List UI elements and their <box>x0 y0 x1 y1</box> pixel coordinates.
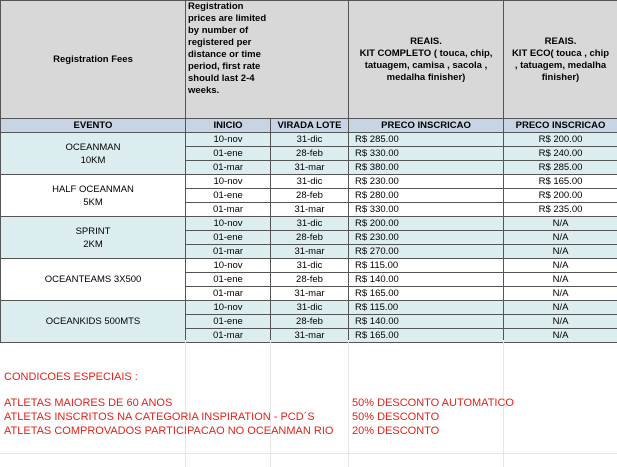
price-eco-cell: N/A <box>504 329 617 343</box>
start-date-cell: 10-nov <box>186 259 271 273</box>
condition-label: ATLETAS INSCRITOS NA CATEGORIA INSPIRATION - PCD´S <box>4 411 315 423</box>
lot-change-date-cell: 31-mar <box>271 161 349 175</box>
price-complete-cell: R$ 165.00 <box>349 329 504 343</box>
start-date-cell: 01-mar <box>186 161 271 175</box>
kit-complete-header <box>349 1 504 119</box>
table-row <box>1 175 617 189</box>
event-name-line: 10KM <box>80 154 106 166</box>
event-name-line: OCEANMAN <box>65 141 121 153</box>
event-name-line: OCEANTEAMS 3X500 <box>44 274 142 285</box>
column-header-virada: VIRADA LOTE <box>271 119 349 133</box>
start-date-cell: 01-mar <box>186 245 271 259</box>
event-name-line: 2KM <box>83 238 103 250</box>
price-eco-cell: R$ 200.00 <box>504 133 617 147</box>
lot-change-date-cell: 31-dic <box>271 301 349 315</box>
price-eco-cell: N/A <box>504 259 617 273</box>
price-eco-cell: R$ 240.00 <box>504 147 617 161</box>
start-date-cell: 10-nov <box>186 217 271 231</box>
price-eco-cell: N/A <box>504 315 617 329</box>
event-name-cell <box>1 301 186 343</box>
kit-complete-line: REAIS. <box>410 35 442 47</box>
kit-complete-line: KIT COMPLETO ( touca, chip, <box>359 47 493 59</box>
price-complete-cell: R$ 115.00 <box>349 259 504 273</box>
price-eco-cell: N/A <box>504 273 617 287</box>
lot-change-date-cell: 28-feb <box>271 231 349 245</box>
kit-eco-line: , tatuagem, medalha <box>514 59 607 71</box>
start-date-cell: 01-ene <box>186 273 271 287</box>
event-name-line: 5KM <box>83 196 103 208</box>
start-date-cell: 10-nov <box>186 133 271 147</box>
lot-change-date-cell: 31-mar <box>271 329 349 343</box>
price-eco-cell: N/A <box>504 287 617 301</box>
kit-complete-line: medalha finisher) <box>386 71 466 83</box>
kit-eco-header <box>504 1 617 119</box>
price-eco-cell: N/A <box>504 231 617 245</box>
price-complete-cell: R$ 330.00 <box>349 203 504 217</box>
condition-discount: 50% DESCONTO AUTOMATICO <box>352 397 514 409</box>
price-complete-cell: R$ 200.00 <box>349 217 504 231</box>
start-date-cell: 01-mar <box>186 329 271 343</box>
price-eco-cell: R$ 235.00 <box>504 203 617 217</box>
price-eco-cell: N/A <box>504 245 617 259</box>
lot-change-date-cell: 28-feb <box>271 147 349 161</box>
start-date-cell: 01-ene <box>186 147 271 161</box>
registration-note-text: Registration prices are limited by number of registered per distance or time period, first rate should last 2-4 weeks. <box>188 1 267 96</box>
lot-change-date-cell: 31-mar <box>271 245 349 259</box>
event-name-line: OCEANKIDS 500MTS <box>45 316 141 327</box>
price-complete-cell: R$ 165.00 <box>349 287 504 301</box>
price-complete-cell: R$ 280.00 <box>349 189 504 203</box>
price-eco-cell: R$ 285.00 <box>504 161 617 175</box>
column-header-row <box>1 119 617 133</box>
column-header-evento: EVENTO <box>1 119 186 133</box>
start-date-cell: 01-mar <box>186 203 271 217</box>
event-name-line: SPRINT <box>75 225 111 237</box>
start-date-cell: 10-nov <box>186 301 271 315</box>
column-header-preco-completo: PRECO INSCRICAO <box>349 119 504 133</box>
column-header-preco-eco: PRECO INSCRICAO <box>504 119 617 133</box>
lot-change-date-cell: 28-feb <box>271 273 349 287</box>
start-date-cell: 01-ene <box>186 189 271 203</box>
price-complete-cell: R$ 330.00 <box>349 147 504 161</box>
condition-discount: 50% DESCONTO <box>352 411 440 423</box>
kit-complete-line: tatuagem, camisa , sacola , <box>364 59 488 71</box>
start-date-cell: 01-ene <box>186 315 271 329</box>
lot-change-date-cell: 31-mar <box>271 287 349 301</box>
lot-change-date-cell: 31-dic <box>271 133 349 147</box>
lot-change-date-cell: 31-mar <box>271 203 349 217</box>
registration-fees-title: Registration Fees <box>1 1 186 119</box>
start-date-cell: 01-ene <box>186 231 271 245</box>
condition-discount: 20% DESCONTO <box>352 425 440 437</box>
event-name-cell <box>1 133 186 175</box>
table-row <box>1 301 617 315</box>
price-complete-cell: R$ 380.00 <box>349 161 504 175</box>
event-name-cell <box>1 259 186 301</box>
lot-change-date-cell: 31-dic <box>271 175 349 189</box>
column-header-inicio: INICIO <box>186 119 271 133</box>
lot-change-date-cell: 28-feb <box>271 315 349 329</box>
price-complete-cell: R$ 285.00 <box>349 133 504 147</box>
table-row <box>1 259 617 273</box>
lot-change-date-cell: 31-dic <box>271 217 349 231</box>
kit-eco-line: finisher) <box>541 71 580 83</box>
start-date-cell: 10-nov <box>186 175 271 189</box>
price-complete-cell: R$ 230.00 <box>349 231 504 245</box>
lot-change-date-cell: 28-feb <box>271 189 349 203</box>
registration-note <box>186 1 349 119</box>
price-eco-cell: N/A <box>504 217 617 231</box>
lot-change-date-cell: 31-dic <box>271 259 349 273</box>
table-row <box>1 217 617 231</box>
price-complete-cell: R$ 140.00 <box>349 315 504 329</box>
price-complete-cell: R$ 230.00 <box>349 175 504 189</box>
price-complete-cell: R$ 270.00 <box>349 245 504 259</box>
start-date-cell: 01-mar <box>186 287 271 301</box>
condition-label: ATLETAS COMPROVADOS PARTICIPACAO NO OCEANMAN RIO <box>4 425 334 437</box>
price-complete-cell: R$ 115.00 <box>349 301 504 315</box>
price-eco-cell: N/A <box>504 301 617 315</box>
special-conditions <box>0 340 617 467</box>
event-name-cell <box>1 217 186 259</box>
table-header-row <box>1 1 617 119</box>
price-eco-cell: R$ 165.00 <box>504 175 617 189</box>
event-name-cell <box>1 175 186 217</box>
price-eco-cell: R$ 200.00 <box>504 189 617 203</box>
price-complete-cell: R$ 140.00 <box>349 273 504 287</box>
condition-label: ATLETAS MAIORES DE 60 ANOS <box>4 397 173 409</box>
kit-eco-line: KIT ECO( touca , chip <box>511 47 610 59</box>
conditions-heading: CONDICOES ESPECIAIS : <box>4 371 138 383</box>
kit-eco-line: REAIS. <box>544 35 577 47</box>
event-name-line: HALF OCEANMAN <box>52 183 134 195</box>
table-row <box>1 133 617 147</box>
